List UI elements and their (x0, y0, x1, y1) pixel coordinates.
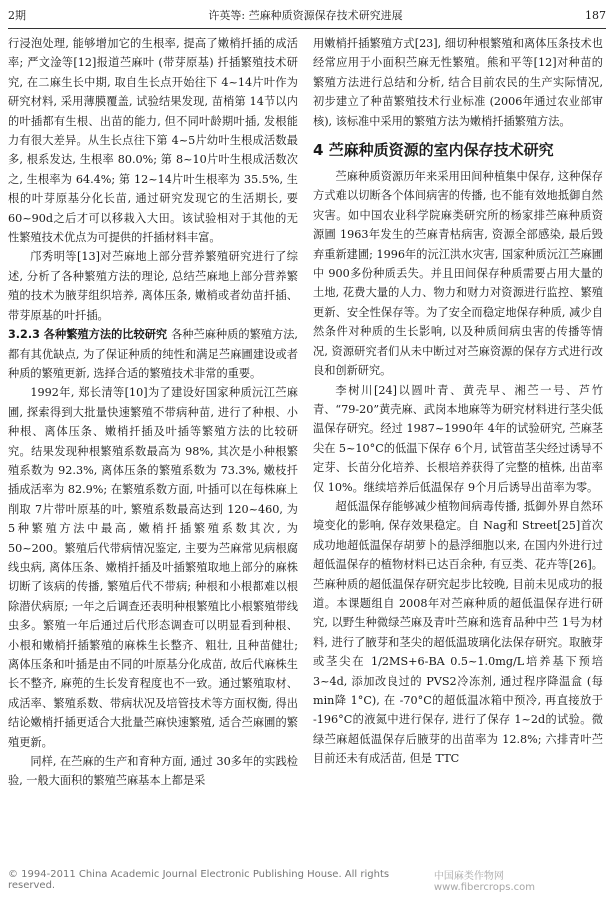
paragraph-low-temperature: 李树川[24]以圆叶青、黄壳早、湘苎一号、芦竹青、“79-20”黄壳麻、武岗本地麻等为研究材料进行茎尖低温保存研究。经过 1987~1990年 4年的试验研究, 苎麻茎尖在 5~10°C的低温下保存 6个月, 试管苗茎尖经过诱导不定芽、长苗分化培养、长根培养获得了完整的植株, 出苗率仅 10%。继续培养后低温保存 9个月后诱导出苗率为零。 (313, 383, 603, 494)
header-rule (8, 28, 606, 29)
paragraph-cryopreservation: 超低温保存能够减少植物间病毒传播, 抵御外界自然环境变化的影响, 保存效果稳定。自 Nag和 Street[25]首次成功地超低温保存胡萝卜的悬浮细胞以来, 在国内外进行过超低温保存的植物材料已达百余种, 有豆类、花卉等[26]。苎麻种质的超低温保存研究起步比较晚, 目前未见成功的报道。本课题组自 2008年对苎麻种质的超低温保存进行研究, 以野生种微绿苎麻及青叶苎麻和选育品种中苎 1号为材料, 进行了腋芽和茎尖的超低温玻璃化法保存研究。取腋芽或茎尖在 1/2MS+6-BA 0.5~1.0mg/L培养基下预培 3~4d, 添加改良过的 PVS2冷冻剂, 通过程序降温盒 (每 min降 1°C), 在 -70°C的超低温冰箱中预冷, 再直接放于 -196°C的液氮中进行保存, 进行了保存 1~2d的试验。微绿苎麻超低温保存后腋芽的出苗率为 12.8%; 六排青叶苎目前还未有成活苗, 但是 TTC (313, 499, 603, 766)
paragraph-method-comparison (8, 325, 298, 383)
left-column (8, 34, 298, 853)
watermark-url: www.fibercrops.com (433, 882, 536, 893)
copyright-notice: © 1994-2011 China Academic Journal Electronic Publishing House. All rights reserved. (8, 869, 390, 891)
paragraph-seedling-standard: 用嫩梢扦插繁殖方式[23], 细切种根繁殖和离体压条技术也经常应用于小面积苎麻无性繁殖。熊和平等[12]对种苗的繁殖方法进行总结和分析, 结合目前农民的生产实际情况, 初步建立了种苗繁殖技术行业标准 (2006年通过农业部审核), 该标准中采用的繁殖方法为嫩梢扦插繁殖方法。 (313, 37, 603, 128)
paragraph-vegetative-review: 邝秀明等[13]对苎麻地上部分营养繁殖研究进行了综述, 分析了各种繁殖方法的理论, 总结苎麻地上部分营养繁殖的技术为腋芽组织培养, 离体压条, 嫩梢或者幼苗扦插、带芽原基的叶扦插。 (8, 250, 298, 322)
issue-number: 2期 (8, 9, 26, 22)
page-number: 187 (584, 8, 606, 22)
paragraph-1992-study: 1992年, 郑长清等[10]为了建设好国家种质沅江苎麻圃, 探索得到大批量快速繁殖不带病种苗, 进行了种根、小种根、离体压条、嫩梢扦插及叶插等繁殖方法的比较研究。结果发现种根繁殖系数最高为 98%, 其次是小种根繁殖系数为 92.3%, 离体压条的繁殖系数为 73.3%, 嫩枝扦插成活率为 82.9%; 在繁殖系数方面, 叶插可以在每株麻上削取 7片带叶原基的叶, 繁殖系数最高达到 120~460, 为 5种繁殖方法中最高, 嫩梢扦插繁殖系数其次, 为 50~200。繁殖后代带病情况鉴定, 主要为苎麻常见病根腐线虫病, 离体压条、嫩梢扦插及叶插繁殖取地上部分的麻株切断了该病的传播, 繁殖后代不带病; 种根和小根都难以根除潜伏病原; 一年之后调查还表明种根繁殖比小根繁殖带线虫多。繁殖一年后通过后代形态调查可以明显看到种根、小根和嫩梢扦插繁殖的麻株生长整齐、粗壮, 且种苗健壮; 离体压条和叶插是由不同的叶原基分化成苗, 故后代麻株生长不整齐, 麻蔸的生长发育程度也不一致。通过繁殖取材、成活率、繁殖系数、带病状况及培管技术等方面权衡, 得出结论嫩梢扦插更适合大批量苎麻快速繁殖, 适合苎麻圃的繁殖更新。 (8, 386, 298, 749)
page-header (8, 6, 606, 24)
subsection-heading: 3.2.3 各种繁殖方法的比较研究 (8, 328, 172, 342)
right-column (313, 34, 603, 853)
watermark-name: 中国麻类作物网 (433, 871, 504, 882)
page-footer (8, 869, 606, 891)
paragraph-leaf-cutting: 行浸泡处理, 能够增加它的生根率, 提高了嫩梢扦插的成活率; 严文淦等[12]报道苎麻叶 (带芽原基) 扦插繁殖技术研究, 在二麻生长中期, 取自生长点开始往下 4~14片叶作为研究材料, 采用薄膜覆盖, 试验结果发现, 苗梢第 14节以内的叶插都有生根、出苗的能力, 但不同叶龄期叶插, 发根能力有很大差异。从生长点往下第 4~5片幼叶生根成活数最多, 根系发达, 生根率 80.0%; 第 8~10片叶生根成活数次之, 生根率为 64.4%; 第 12~14片叶生根率为 35.5%, 生根的叶芽原基分化长苗, 通过研究发现它的生活期长, 要 60~90d之后才可以移栽入大田。该试验相对于其他的无性繁殖技术优点为可提供的扦插材料丰富。 (8, 37, 298, 245)
subsection-intro-text: 各种苎麻种质的繁殖方法, 都有其优缺点, 为了保证种质的纯性和满足苎麻圃建设或者种质的繁殖更新, 选择合适的繁殖技术非常的重要。 (8, 328, 298, 380)
section-title: 4 苎麻种质资源的室内保存技术研究 (313, 141, 554, 160)
paragraph-field-preservation: 苎麻种质资源历年来采用田间种植集中保存, 这种保存方式难以切断各个体间病害的传播, 也不能有效地抵御自然灾害。如中国农业科学院麻类研究所的杨家排苎麻种质资源圃 1963年发生的苎麻青枯病害, 资源全部感染, 最后毁弃重新建圃; 1996年的沅江洪水灾害, 国家种质沅江苎麻圃中 900多份种质丢失。并且田间保存种质需要占用大量的土地, 花费大量的人力、物力和财力对资源进行监控、繁殖更新、安全性保存等。为了安全而稳定地保存种质, 减少自然条件对种质的生长影响, 以及种质间病虫害的传播等情况, 资源研究者们从未中断过对苎麻资源的保存方式进行改良和创新研究。 (313, 170, 603, 378)
paragraph-production-practice: 同样, 在苎麻的生产和育种方面, 通过 30多年的实践检验, 一般大面积的繁殖苎麻基本上都是采 (8, 755, 298, 788)
running-title: 许英等: 苎麻种质资源保存技术研究进展 (208, 9, 403, 22)
site-watermark (434, 867, 606, 893)
